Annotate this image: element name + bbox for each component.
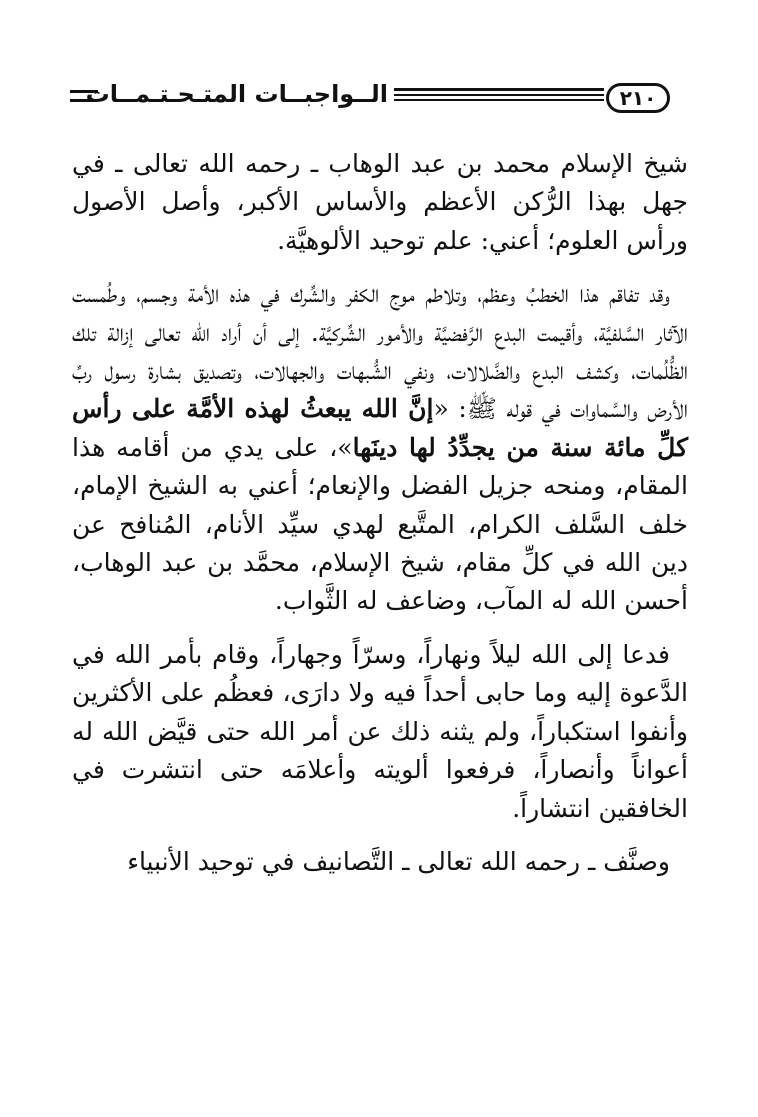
paragraph-2 xyxy=(72,275,688,621)
page-number: ٢١٠ xyxy=(606,83,670,113)
page-header xyxy=(70,80,670,124)
paragraph-2-rest: »، على يدي من أقامه هذا المقام، ومنحه جزيل الفضل والإنعام؛ أعني به الشيخ الإمام، خلف السَّلف الكرام، المتَّبع لهدي سيِّد الأنام، المُنافح عن دين الله في كلِّ مقام، شيخ الإسلام، محمَّد بن عبد الوهاب، أحسن الله له المآب، وضاعف له الثَّواب. xyxy=(72,432,688,616)
hadith-quote: إنَّ الله يبعثُ لهذه الأمَّة على رأس كلِّ مائة سنة من يجدِّدُ لها دينَها xyxy=(72,394,688,462)
paragraph-2-intro: وقد تفاقم هذا الخطبُ وعظم، وتلاطم موج الكفر والشِّرك في هذه الأمة وجسم، وطُمست الآثار السَّلفيَّة، وأقيمت البدع الرَّفضيَّة والأمور الشِّركيَّة. إلى أن أراد الله تعالى إزالة تلك الظُّلُمات، وكشف البدع والضَّلالات، ونفي الشُّبهات والجهالات، وتصديق بشارة رسول ربِّ الأرض والسَّماوات في قوله ﷺ: « xyxy=(72,279,688,424)
page-body xyxy=(72,145,688,896)
header-rule-double xyxy=(394,94,604,101)
paragraph-1: شيخ الإسلام محمد بن عبد الوهاب ـ رحمه الله تعالى ـ في جهل بهذا الرُّكن الأعظم والأساس الأكبر، وأصل الأصول ورأس العلوم؛ أعني: علم توحيد الألوهيَّة. xyxy=(72,149,688,255)
title-ornament-icon xyxy=(70,90,98,102)
paragraph-4: وصنَّف ـ رحمه الله تعالى ـ التَّصانيف في توحيد الأنبياء xyxy=(127,846,670,876)
paragraph-3: فدعا إلى الله ليلاً ونهاراً، وسرّاً وجهاراً، وقام بأمر الله في الدَّعوة إليه وما حابى أحداً فيه ولا دارَى، فعظُم على الأكثرين وأنفوا استكباراً، ولم يثنه ذلك عن أمر الله حتى قيَّض الله له أعواناً وأنصاراً، فرفعوا ألويته وأعلامَه حتى انتشرت في الخافقين انتشاراً. xyxy=(72,639,688,823)
running-title: الــواجبــات المتـحـتـمــات xyxy=(85,80,388,108)
